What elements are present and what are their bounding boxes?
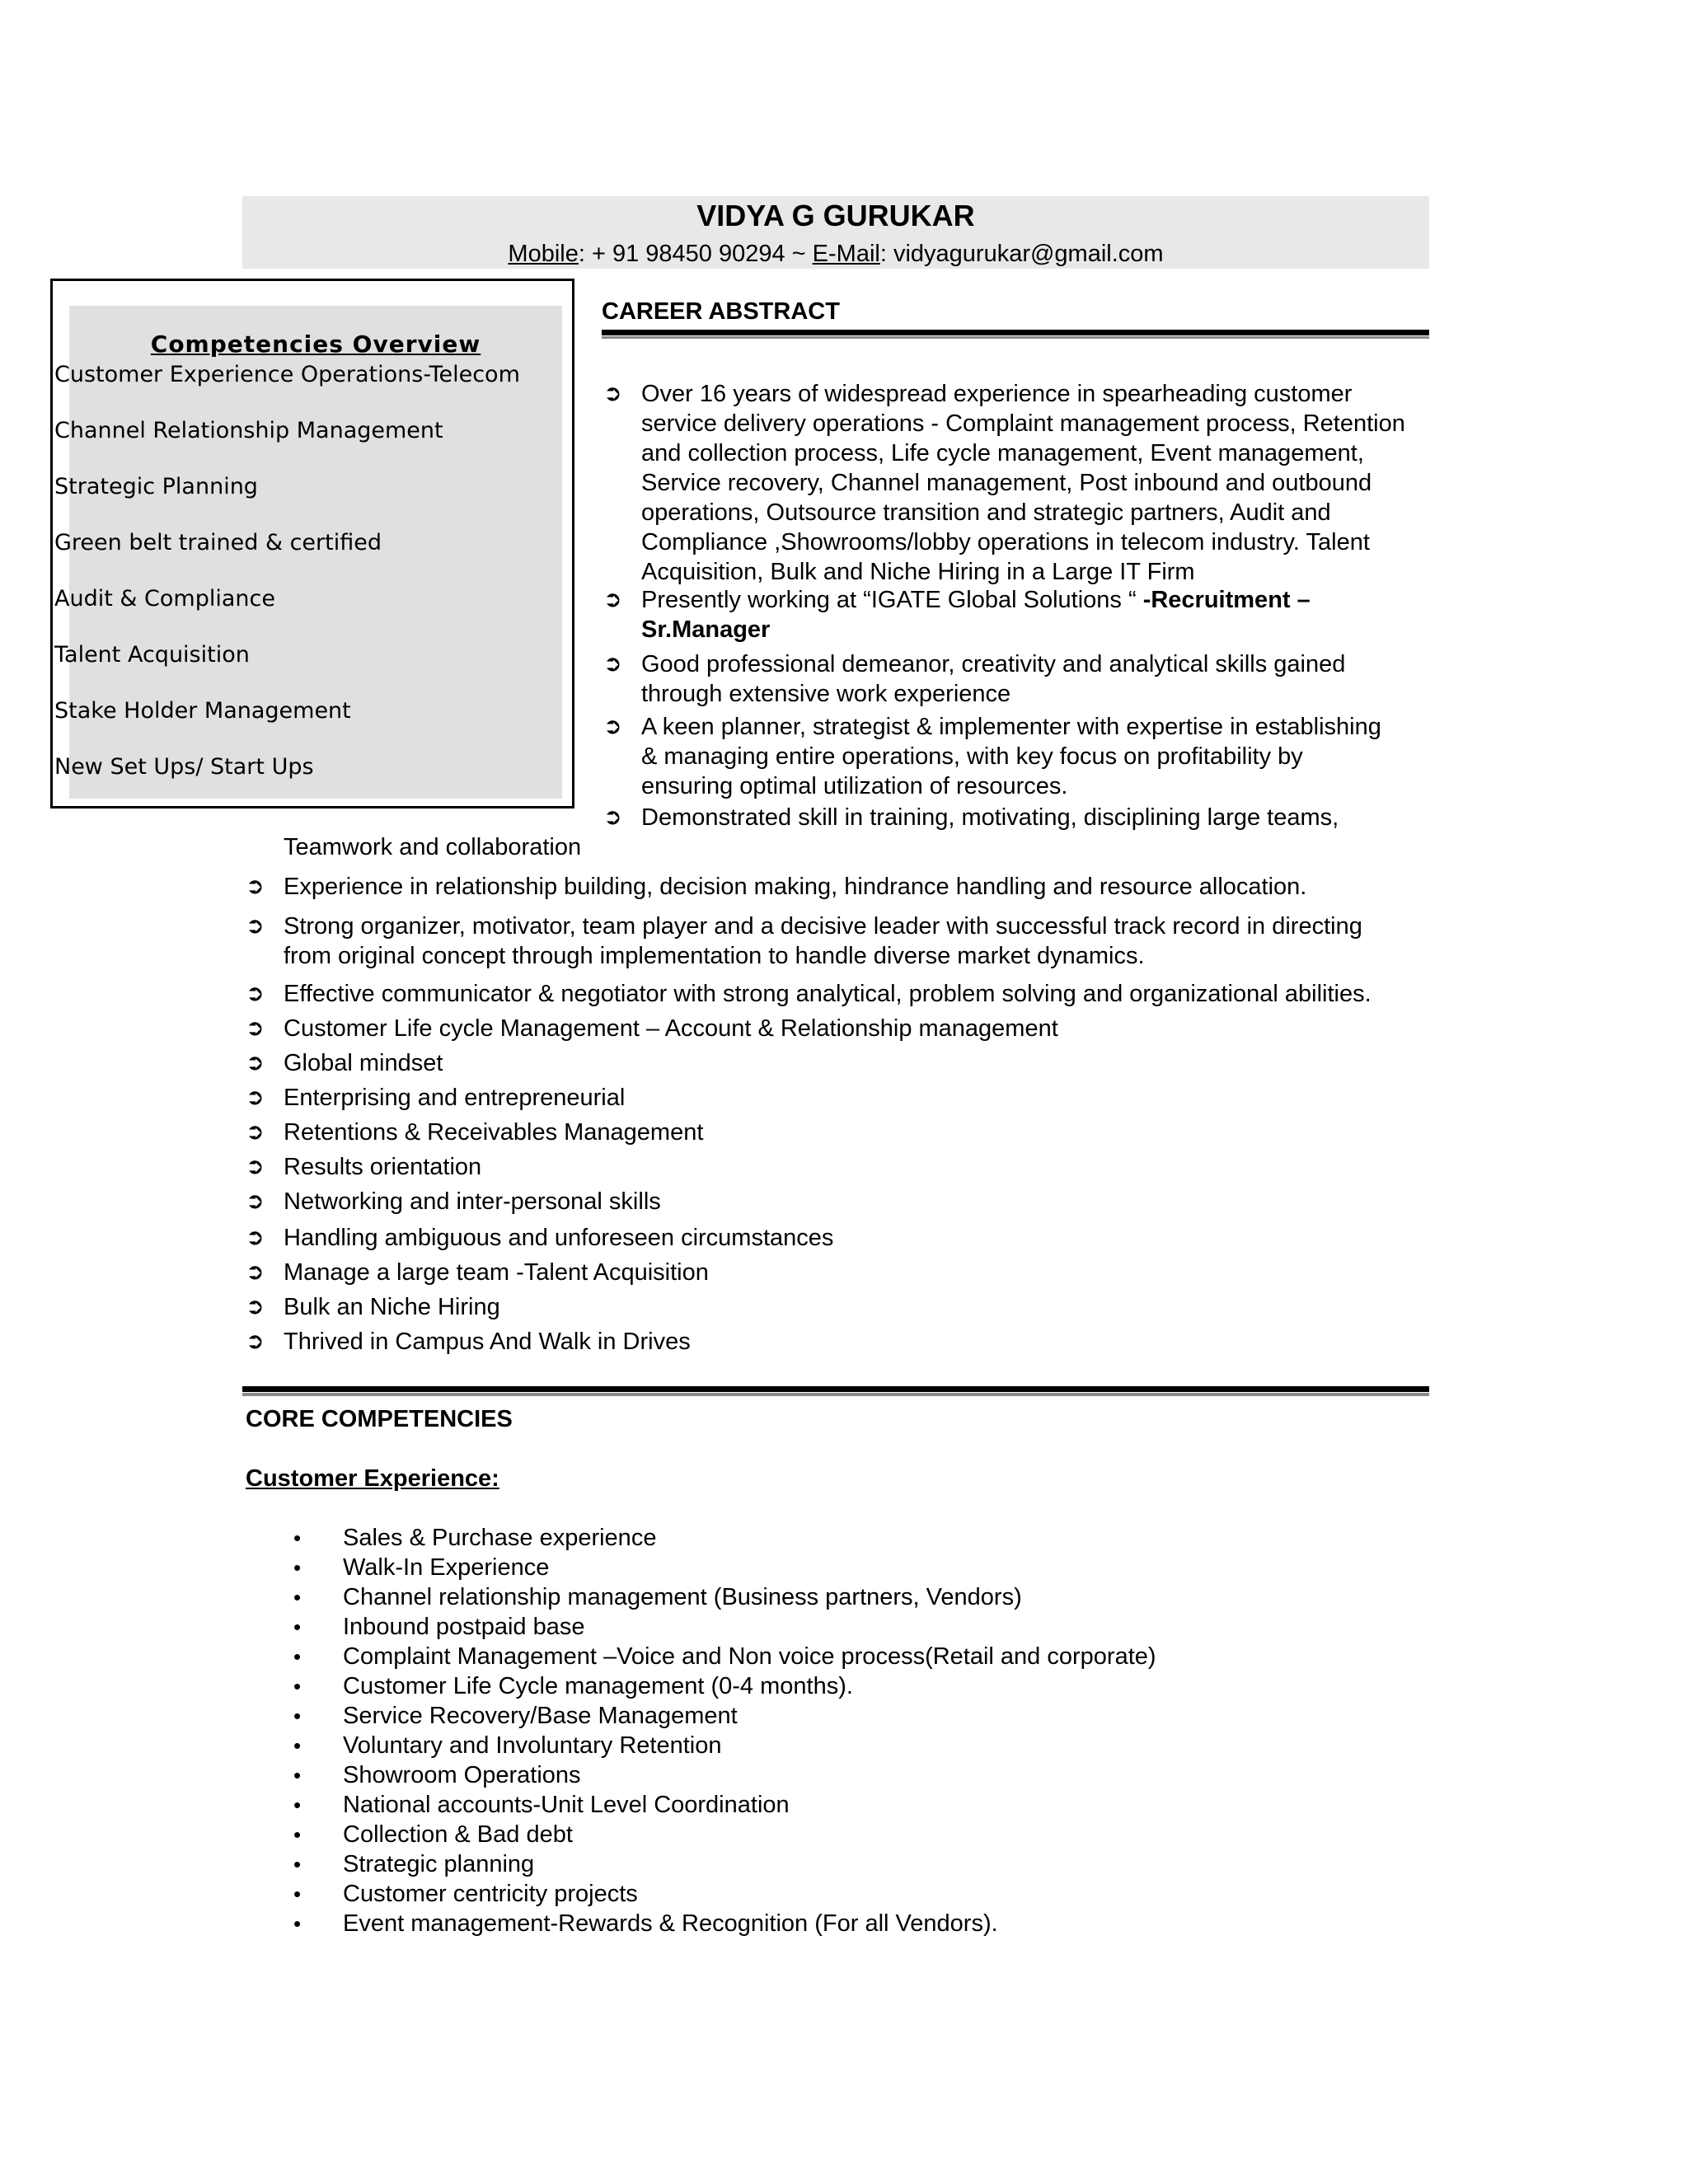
abstract-bullet: Bulk an Niche Hiring — [284, 1294, 500, 1320]
core-item: Complaint Management –Voice and Non voice process(Retail and corporate) — [343, 1643, 1156, 1670]
arrow-bullet-icon: ➲ — [246, 1329, 265, 1354]
arrow-bullet-icon: ➲ — [603, 587, 622, 612]
core-competencies-rule — [242, 1386, 1429, 1392]
current-role-text: Presently working at “IGATE Global Solutions “ — [641, 587, 1143, 613]
mobile-value: : + 91 98450 90294 ~ — [578, 241, 813, 267]
arrow-bullet-icon: ➲ — [246, 1015, 265, 1041]
abstract-bullet: Experience in relationship building, decision making, hindrance handling and resource allocation. — [284, 874, 1307, 900]
text-line: & managing entire operations, with key focus on profitability by — [641, 743, 1303, 770]
contact-line — [242, 239, 1429, 269]
text-line: Over 16 years of widespread experience in spearheading customer — [641, 381, 1353, 407]
abstract-bullet: Strong organizer, motivator, team player and a decisive leader with successful track record in directing — [284, 913, 1362, 940]
abstract-bullet: Results orientation — [284, 1154, 482, 1180]
abstract-bullet-4 — [641, 712, 1429, 801]
text-line: service delivery operations - Complaint management process, Retention — [641, 410, 1405, 437]
bullet-dot-icon: • — [293, 1882, 302, 1906]
competency-item: Strategic Planning — [54, 474, 258, 499]
arrow-bullet-icon: ➲ — [246, 981, 265, 1006]
core-item: Sales & Purchase experience — [343, 1525, 657, 1551]
arrow-bullet-icon: ➲ — [603, 651, 622, 677]
abstract-bullet-continuation: from original concept through implementation to handle diverse market dynamics. — [284, 943, 1145, 969]
text-line: operations, Outsource transition and strategic partners, Audit and — [641, 499, 1331, 526]
mobile-label: Mobile — [508, 241, 579, 267]
candidate-name: VIDYA G GURUKAR — [696, 199, 975, 232]
text-line: through extensive work experience — [641, 681, 1011, 707]
competencies-overview-title: Competencies Overview — [150, 330, 481, 358]
current-role-title: -Recruitment – — [1142, 587, 1311, 613]
email-value: : vidyagurukar@gmail.com — [879, 241, 1164, 267]
text-line: Compliance ,Showrooms/lobby operations in telecom industry. Talent — [641, 529, 1370, 555]
arrow-bullet-icon: ➲ — [246, 1294, 265, 1319]
abstract-bullet-3 — [641, 649, 1429, 709]
abstract-bullet-2 — [641, 585, 1429, 644]
arrow-bullet-icon: ➲ — [246, 913, 265, 939]
career-abstract-rule — [602, 330, 1429, 335]
career-abstract-title: CAREER ABSTRACT — [602, 298, 840, 325]
core-item: Channel relationship management (Business partners, Vendors) — [343, 1584, 1022, 1610]
arrow-bullet-icon: ➲ — [603, 381, 622, 406]
text-line: Good professional demeanor, creativity and analytical skills gained — [641, 651, 1346, 677]
text-line: Service recovery, Channel management, Post inbound and outbound — [641, 470, 1372, 496]
competency-item: Channel Relationship Management — [54, 418, 443, 443]
core-competencies-title: CORE COMPETENCIES — [246, 1406, 513, 1432]
abstract-bullet: Global mindset — [284, 1050, 443, 1076]
customer-experience-subhead: Customer Experience: — [246, 1465, 499, 1492]
core-item: Walk-In Experience — [343, 1554, 550, 1581]
bullet-dot-icon: • — [293, 1793, 302, 1817]
arrow-bullet-icon: ➲ — [603, 714, 622, 739]
core-item: Event management-Rewards & Recognition (For all Vendors). — [343, 1910, 998, 1937]
text-line: and collection process, Life cycle management, Event management, — [641, 440, 1364, 466]
abstract-bullet: Retentions & Receivables Management — [284, 1119, 704, 1146]
text-line: ensuring optimal utilization of resources. — [641, 773, 1068, 799]
core-item: Voluntary and Involuntary Retention — [343, 1732, 722, 1759]
abstract-bullet: Handling ambiguous and unforeseen circumstances — [284, 1225, 834, 1251]
bullet-dot-icon: • — [293, 1555, 302, 1580]
arrow-bullet-icon: ➲ — [246, 874, 265, 899]
core-item: Showroom Operations — [343, 1762, 581, 1788]
arrow-bullet-icon: ➲ — [246, 1154, 265, 1179]
arrow-bullet-icon: ➲ — [246, 1085, 265, 1110]
arrow-bullet-icon: ➲ — [246, 1259, 265, 1285]
bullet-dot-icon: • — [293, 1615, 302, 1639]
competency-item: New Set Ups/ Start Ups — [54, 754, 314, 780]
abstract-bullet-5: Demonstrated skill in training, motivating, disciplining large teams, — [641, 804, 1339, 831]
competency-item: Talent Acquisition — [54, 642, 250, 668]
bullet-dot-icon: • — [293, 1911, 302, 1936]
bullet-dot-icon: • — [293, 1763, 302, 1788]
bullet-dot-icon: • — [293, 1644, 302, 1669]
core-item: Service Recovery/Base Management — [343, 1703, 738, 1729]
abstract-bullet: Customer Life cycle Management – Account & Relationship management — [284, 1015, 1058, 1042]
abstract-bullet-1 — [641, 379, 1429, 587]
arrow-bullet-icon: ➲ — [603, 804, 622, 830]
core-item: National accounts-Unit Level Coordination — [343, 1792, 790, 1818]
abstract-bullet: Enterprising and entrepreneurial — [284, 1085, 626, 1111]
text-line: Acquisition, Bulk and Niche Hiring in a Large IT Firm — [641, 559, 1195, 585]
abstract-bullet: Manage a large team -Talent Acquisition — [284, 1259, 709, 1286]
bullet-dot-icon: • — [293, 1822, 302, 1847]
core-item: Customer centricity projects — [343, 1881, 638, 1907]
competency-item: Audit & Compliance — [54, 586, 275, 612]
core-competencies-rule-shadow — [242, 1393, 1429, 1396]
arrow-bullet-icon: ➲ — [246, 1119, 265, 1145]
career-abstract-rule-shadow — [602, 336, 1429, 339]
bullet-dot-icon: • — [293, 1704, 302, 1728]
core-item: Strategic planning — [343, 1851, 535, 1877]
abstract-bullet-5-continuation: Teamwork and collaboration — [284, 834, 582, 860]
abstract-bullet: Networking and inter-personal skills — [284, 1188, 661, 1215]
bullet-dot-icon: • — [293, 1585, 302, 1610]
bullet-dot-icon: • — [293, 1674, 302, 1699]
text-line: A keen planner, strategist & implementer with expertise in establishing — [641, 714, 1381, 740]
core-item: Collection & Bad debt — [343, 1821, 573, 1848]
bullet-dot-icon: • — [293, 1526, 302, 1550]
abstract-bullet: Effective communicator & negotiator with strong analytical, problem solving and organizational abilities. — [284, 981, 1372, 1007]
core-item: Customer Life Cycle management (0-4 months). — [343, 1673, 853, 1699]
competency-item: Customer Experience Operations-Telecom — [54, 362, 520, 387]
current-role-title: Sr.Manager — [641, 616, 771, 643]
competency-item: Stake Holder Management — [54, 698, 351, 724]
text-line — [641, 585, 1429, 615]
abstract-bullet: Thrived in Campus And Walk in Drives — [284, 1329, 691, 1355]
arrow-bullet-icon: ➲ — [246, 1050, 265, 1076]
bullet-dot-icon: • — [293, 1733, 302, 1758]
bullet-dot-icon: • — [293, 1852, 302, 1877]
competency-item: Green belt trained & certified — [54, 530, 382, 555]
email-label: E-Mail — [812, 241, 880, 267]
core-item: Inbound postpaid base — [343, 1614, 585, 1640]
arrow-bullet-icon: ➲ — [246, 1225, 265, 1250]
arrow-bullet-icon: ➲ — [246, 1188, 265, 1214]
